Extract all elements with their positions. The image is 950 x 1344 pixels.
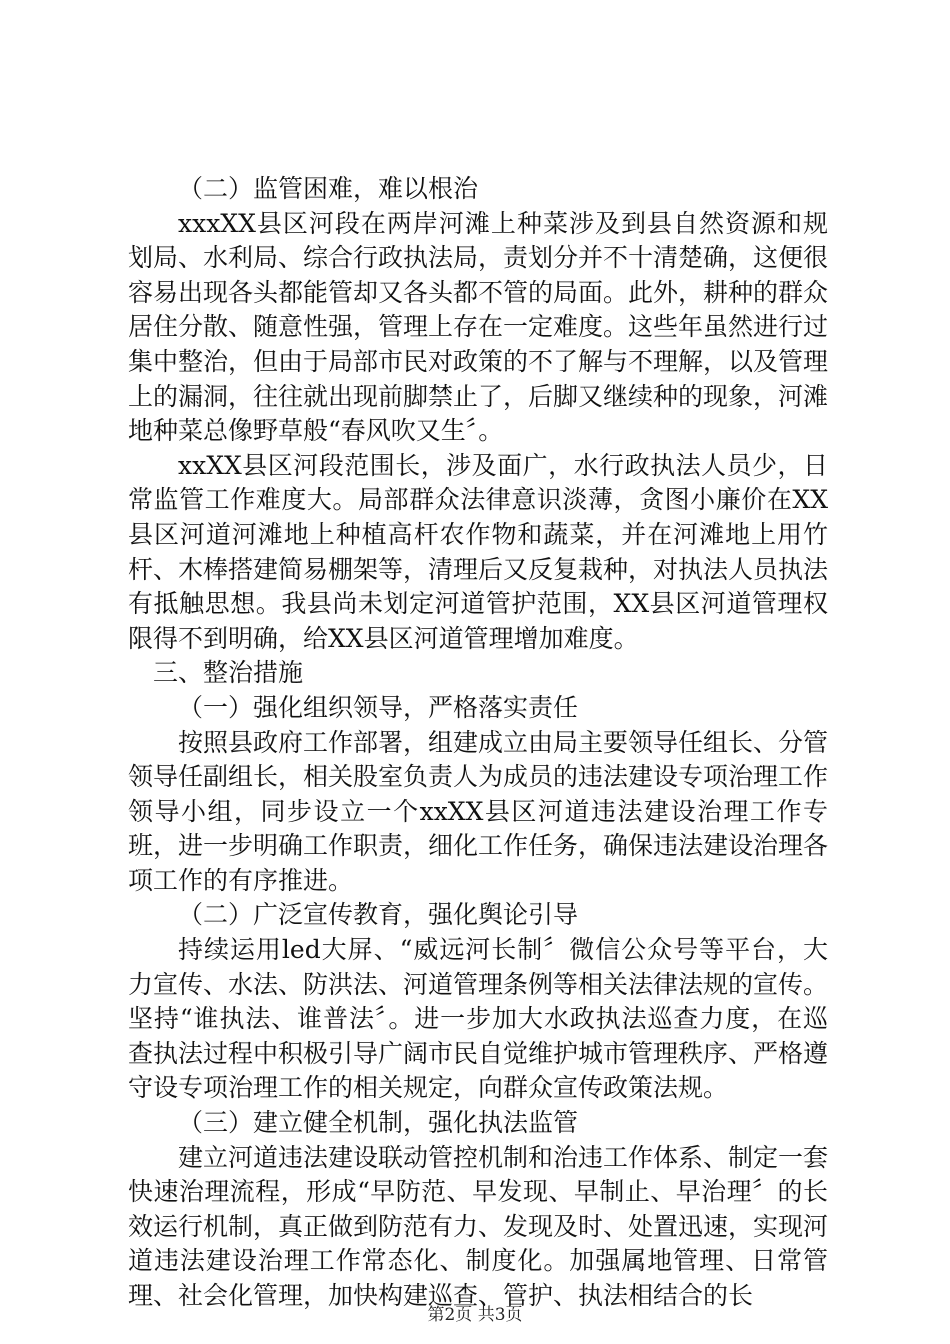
subheading-supervision-difficulty: （二）监管困难，难以根治 <box>178 174 479 203</box>
subheading-organization-leadership: （一）强化组织领导，严格落实责任 <box>178 692 579 722</box>
page-number: 第2页 共3页 <box>427 1305 523 1325</box>
paragraph-river-section-range: xxXX县区河段范围长，涉及面广，水行政执法人员少，日常监管工作难度大。局部群众法律意识淡薄，贪图小廉价在XX县区河道河滩地上种植高杆农作物和蔬菜，并在河滩地上用竹杆、木棒搭建简易棚架等，清理后又反复栽种，对执法人员执法有抵触思想。我县尚未划定河道管护范围，XX县区河道管理权限得不到明确，给XX县区河道管理增加难度。 <box>128 450 829 653</box>
paragraph-leadership-group: 按照县政府工作部署，组建成立由局主要领导任组长、分管领导任副组长，相关股室负责人为成员的违法建设专项治理工作领导小组，同步设立一个xxXX县区河道违法建设治理工作专班，进一步明确工作职责，细化工作任务，确保违法建设治理各项工作的有序推进。 <box>128 727 829 895</box>
paragraph-publicity: 持续运用led大屏、“威远河长制〞微信公众号等平台，大力宣传、水法、防洪法、河道管理条例等相关法律法规的宣传。坚持“谁执法、谁普法〞。进一步加大水政执法巡查力度，在巡查执法过程中积极引导广阔市民自觉维护城市管理秩序、严格遵守设专项治理工作的相关规定，向群众宣传政策法规。 <box>128 935 829 1103</box>
subheading-mechanism-enforcement: （三）建立健全机制，强化执法监管 <box>178 1108 579 1138</box>
document-body <box>128 172 828 1314</box>
subheading-publicity-education: （二）广泛宣传教育，强化舆论引导 <box>178 900 579 930</box>
paragraph-riverbank-planting: xxxXX县区河段在两岸河滩上种菜涉及到县自然资源和规划局、水利局、综合行政执法局，责划分并不十清楚确，这便很容易出现各头都能管却又各头都不管的局面。此外，耕种的群众居住分散、随意性强，管理上存在一定难度。这些年虽然进行过集中整治，但由于局部市民对政策的不了解与不理解，以及管理上的漏洞，往往就出现前脚禁止了，后脚又继续种的现象，河滩地种菜总像野草般“春风吹又生〞。 <box>128 208 829 446</box>
paragraph-mechanism: 建立河道违法建设联动管控机制和治违工作体系、制定一套快速治理流程，形成“早防范、早发现、早制止、早治理〞的长效运行机制，真正做到防范有力、发现及时、处置迅速，实现河道违法建设治理工作常态化、制度化。加强属地管理、日常管理、社会化管理，加快构建巡查、管护、执法相结合的长 <box>128 1142 829 1310</box>
page-footer <box>0 1300 950 1325</box>
section-title-remediation-measures: 三、整治措施 <box>153 658 304 688</box>
